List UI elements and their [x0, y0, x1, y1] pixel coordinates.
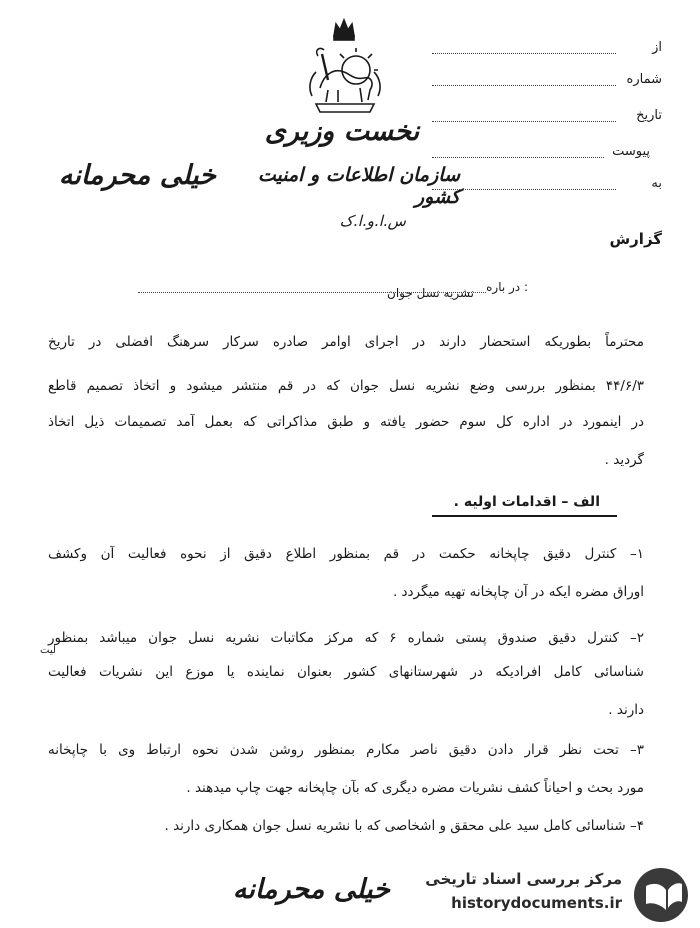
field-to [432, 176, 662, 198]
field-label: از [652, 40, 662, 55]
report-title: گزارش [609, 230, 662, 248]
field-dotted-line [432, 53, 616, 54]
organization-name: نخست وزیری [264, 116, 420, 147]
list-item-line: مورد بحث و احیاناً کشف نشریات مضره دیگری که بآن چاپخانه جهت چاپ میدهند . [186, 780, 644, 796]
section-heading: الف – اقدامات اولیه . [453, 494, 600, 510]
field-dotted-line [432, 189, 616, 190]
list-item-line: ۳– تحت نظر قرار دادن دقیق ناصر مکارم بمنظور روشن شدن نحوه ارتباط وی با چاپخانه [48, 742, 644, 758]
list-item-line: اوراق مضره ایکه در آن چاپخانه تهیه میگردد . [392, 584, 644, 600]
field-label: به [651, 176, 662, 191]
agency-name: سازمان اطلاعات و امنیت کشور [257, 164, 460, 208]
agency-abbreviation: س.ا.و.ا.ک [339, 212, 406, 230]
classification-stamp-top: خیلی محرمانه [58, 160, 216, 191]
field-dotted-line [432, 121, 616, 122]
body-line: ۴۴/۶/۳ بمنظور بررسی وضع نشریه نسل جوان که در قم منتشر میشود و اتخاذ تصمیم قاطع [48, 378, 644, 394]
field-label: شماره [626, 72, 662, 87]
body-line: محترماً بطوریکه استحضار دارند در اجرای اوامر صادره سرکار سرهنگ افضلی در تاریخ [48, 334, 644, 350]
body-line: گردید . [604, 452, 644, 468]
lion-and-sun-emblem [298, 18, 390, 118]
field-from [432, 40, 662, 62]
field-dotted-line [432, 157, 604, 158]
watermark-url: historydocuments.ir [451, 894, 622, 912]
field-label: تاریخ [636, 108, 662, 123]
margin-note: لیت [40, 645, 56, 656]
list-item-line: ۴– شناسائی کامل سید علی محقق و اشخاصی که با نشریه نسل جوان همکاری دارند . [164, 818, 644, 834]
heading-underline [432, 515, 617, 517]
body-line: در اینمورد در اداره کل سوم حضور یافته و طبق مذاکراتی که بعمل آمد تصمیمات ذیل اتخاذ [48, 414, 644, 430]
subject-line [138, 280, 528, 300]
field-date [432, 108, 662, 130]
watermark-title: مرکز بررسی اسناد تاریخی [425, 870, 622, 888]
list-item-line: ۱– کنترل دقیق چاپخانه حکمت در قم بمنظور اطلاع دقیق از نحوه فعالیت آن وکشف [48, 546, 644, 562]
field-label: پیوست [612, 144, 650, 159]
subject-value: نشریه نسل جوان [387, 286, 474, 300]
classification-stamp-bottom: خیلی محرمانه [232, 874, 390, 905]
list-item-line: ۲– کنترل دقیق صندوق پستی شماره ۶ که مرکز مکاتبات نشریه نسل جوان میباشد بمنظور [48, 630, 644, 646]
field-dotted-line [432, 85, 616, 86]
subject-label: در باره : [486, 280, 528, 294]
field-number [432, 72, 662, 94]
field-attachment [432, 144, 662, 166]
list-item-line: دارند . [608, 702, 644, 718]
list-item-line: شناسائی کامل افرادیکه در شهرستانهای کشور بعنوان نماینده یا موزع این نشریات فعالیت [48, 664, 644, 680]
watermark-logo-icon [632, 866, 690, 924]
